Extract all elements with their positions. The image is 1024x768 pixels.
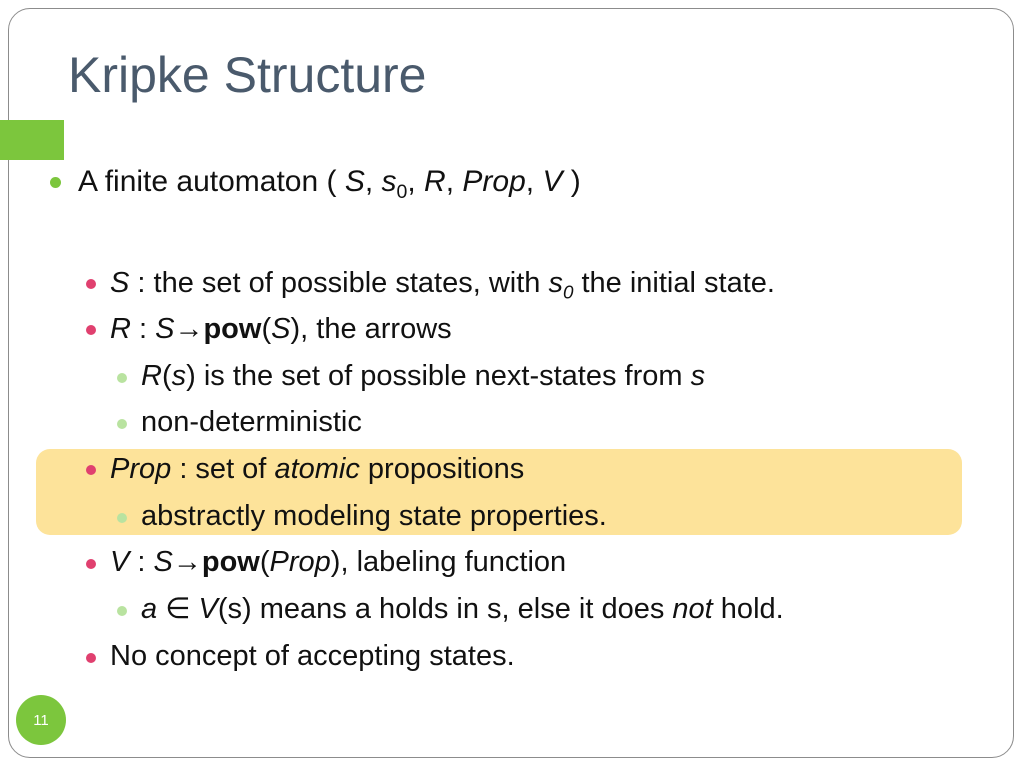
text: : set of [171,453,275,485]
var-prop: Prop [462,165,526,198]
bullet-dot [117,419,127,429]
text: (s) means a holds in s, else it does [217,593,673,625]
text: A finite automaton ( [78,165,345,198]
atomic-word: atomic [274,453,360,485]
subscript: 0 [562,281,574,303]
element-of-symbol: ∈ [157,593,199,625]
bullet-no-accepting [110,642,515,671]
text: , [407,165,425,198]
var-v: V [542,165,563,198]
arrow-symbol: → [172,546,202,578]
text: ( [261,313,272,345]
bullet-prop [110,455,524,484]
text: , [445,165,463,198]
var-s: S [344,165,365,198]
var-r: R [424,165,446,198]
var-s: S [153,546,173,578]
pow-keyword: pow [203,313,262,345]
text: the initial state. [573,267,775,299]
text: , [525,165,543,198]
var-s: S [271,313,291,345]
page-number-badge: 11 [16,695,66,745]
text: ) [562,165,581,198]
bullet-automaton [78,167,581,202]
var-r: R [141,360,162,392]
var-s0: s [548,267,563,299]
bullet-abstract [141,502,607,531]
var-s: s [690,360,706,392]
bullet-non-deterministic [141,408,362,437]
var-v: V [198,593,218,625]
bullet-dot [86,653,96,663]
var-prop: Prop [269,546,331,578]
arrow-symbol: → [174,313,204,345]
var-a: a [141,593,158,625]
slide-title: Kripke Structure [68,47,427,103]
bullet-next-states [141,362,705,391]
text: non-deterministic [141,406,362,438]
var-s: s [171,360,187,392]
var-s: S [155,313,175,345]
var-prop: Prop [110,453,172,485]
text: : [129,546,154,578]
bullet-dot [117,606,127,616]
bullet-states [110,269,775,302]
pow-keyword: pow [201,546,260,578]
var-r: R [110,313,131,345]
subscript: 0 [396,180,408,203]
title-accent-bar [0,120,64,160]
bullet-dot [86,279,96,289]
bullet-labeling [110,548,566,577]
bullet-dot [86,559,96,569]
text: ) is the set of possible next-states from [186,360,691,392]
text: propositions [359,453,525,485]
bullet-dot [50,177,61,188]
text: ), labeling function [330,546,567,578]
var-v: V [110,546,130,578]
var-s: S [110,267,130,299]
text: No concept of accepting states. [110,640,515,672]
text: abstractly modeling state properties. [141,500,607,532]
text: ), the arrows [290,313,452,345]
bullet-dot [86,465,96,475]
text: ( [161,360,172,392]
bullet-dot [117,373,127,383]
not-word: not [672,593,713,625]
bullet-holds [141,595,784,624]
bullet-arrows [110,315,452,344]
text: hold. [712,593,784,625]
text: ( [259,546,270,578]
bullet-dot [117,513,127,523]
bullet-dot [86,325,96,335]
text: : [130,313,156,345]
var-s0: s [381,165,397,198]
text: : the set of possible states, with [129,267,549,299]
text: , [364,165,382,198]
